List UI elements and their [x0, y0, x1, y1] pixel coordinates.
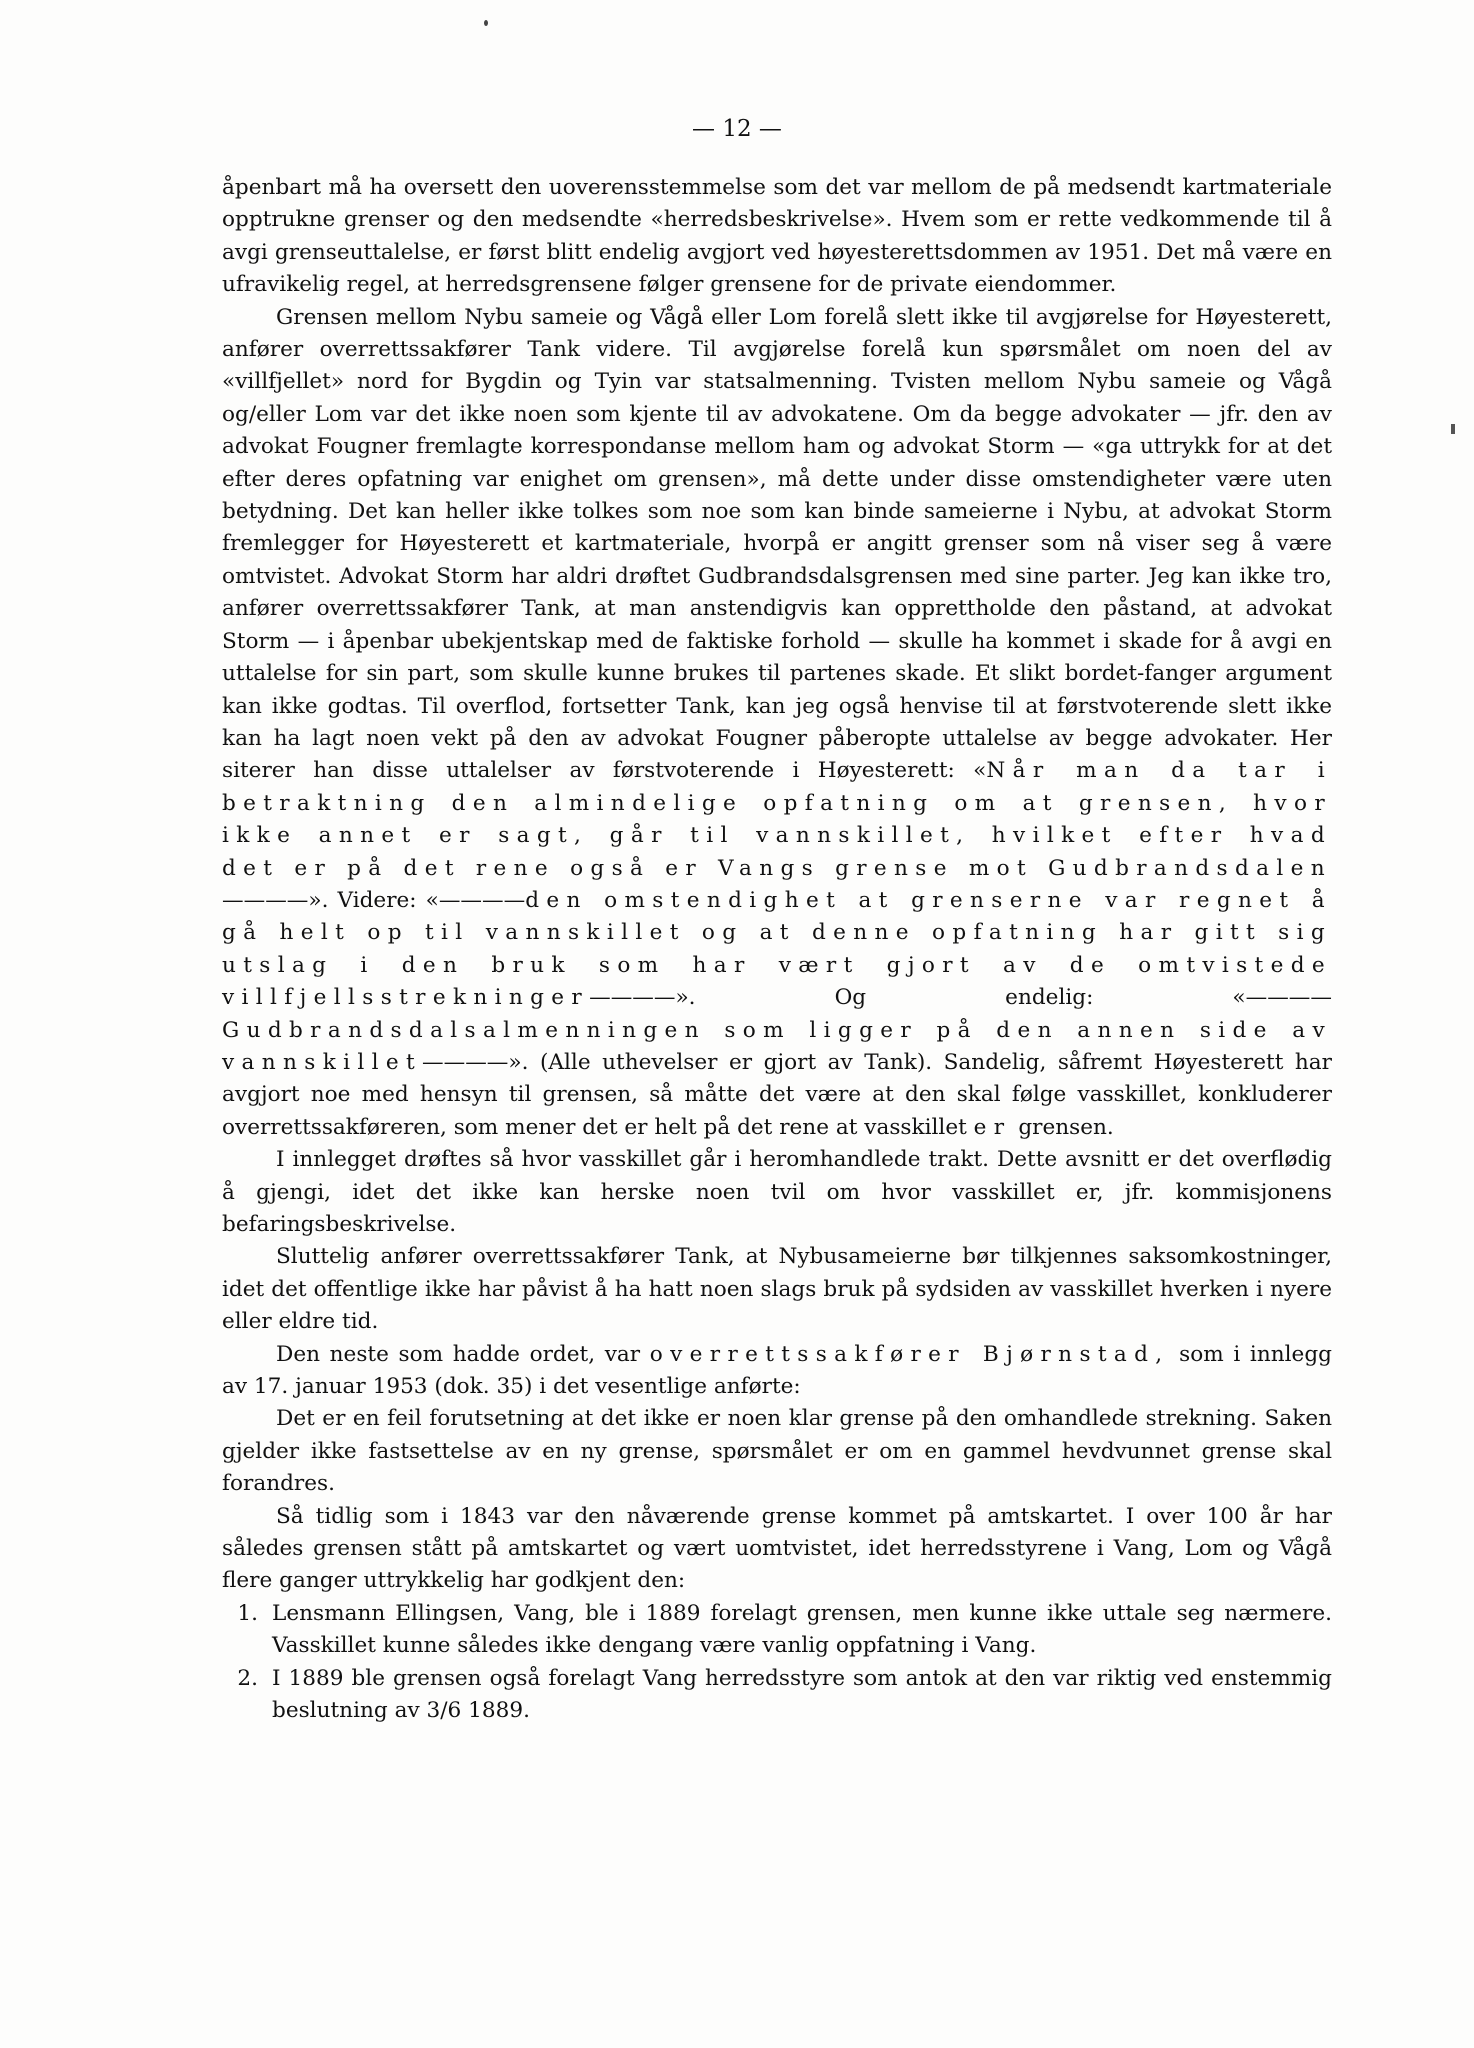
- spaced-name: overrettssakfører Bjørnstad,: [649, 1341, 1170, 1367]
- list-item: [222, 1598, 1332, 1663]
- paragraph-text: ————». (Alle uthevelser er gjort av Tank). Sandelig, såfremt Høyesterett har avgjort noe med hensyn til grensen, så måtte det være at den skal følge vasskillet, konkluderer overrettssakføreren, som mener det er helt på det rene at vasskillet: [222, 1049, 1332, 1140]
- dash-text: ————». Og endelig: «————: [589, 985, 1332, 1011]
- paragraph-text: Grensen mellom Nybu sameie og Vågå eller Lom forelå slett ikke til avgjørelse for Høyesterett, anfører overrettssakfører Tank videre. Til avgjørelse forelå kun spørsmålet om noen del av «villfjellet» nord for Bygdin og Tyin var statsalmenning. Tvisten mellom Nybu sameie og Vågå og/eller Lom var det ikke noen som kjente til av advokatene. Om da begge advokater — jfr. den av advokat Fougner fremlagte korrespondanse mellom ham og advokat Storm — «ga uttrykk for at det efter deres opfatning var enighet om grensen», må dette under disse omstendigheter være uten betydning. Det kan heller ikke tolkes som noe som kan binde sameierne i Nybu, at advokat Storm fremlegger for Høyesterett et kartmateriale, hvorpå er angitt grenser som nå viser seg å være omtvistet. Advokat Storm har aldri drøftet Gudbrandsdalsgrensen med sine parter. Jeg kan ikke tro, anfører overrettssakfører Tank, at man anstendigvis kan opprettholde den påstand, at advokat Storm — i åpenbar ubekjentskap med de faktiske forhold — skulle ha kommet i skade for å avgi en uttalelse for sin part, som skulle kunne brukes til partenes skade. Et slikt bordet-fanger argument kan ikke godtas. Til overflod, fortsetter Tank, kan jeg også henvise til at førstvoterende slett ikke kan ha lagt noen vekt på den av advokat Fougner påberopte uttalelse av begge advokater. Her siterer han disse uttalelser av førstvoterende i Høyesterett: «: [222, 304, 1332, 784]
- paragraph: åpenbart må ha oversett den uoverensstemmelse som det var mellom de på medsendt kartmateriale opptrukne grenser og den medsendte «herredsbeskrivelse». Hvem som er rette vedkommende til å avgi grenseuttalelse, er først blitt endelig avgjort ved høyesterettsdommen av 1951. Det må være en ufravikelig regel, at herredsgrensene følger grensene for de private eiendommer.: [222, 175, 1332, 298]
- paragraph: [222, 302, 1332, 1145]
- paragraph-text: grensen.: [1018, 1114, 1114, 1140]
- list-item-number: 1.: [237, 1600, 258, 1626]
- list-item-text: Lensmann Ellingsen, Vang, ble i 1889 forelagt grensen, men kunne ikke uttale seg nærmere. Vasskillet kunne således ikke dengang være vanlig oppfatning i Vang.: [272, 1600, 1332, 1659]
- paragraph-text: Den neste som hadde ordet, var: [276, 1341, 641, 1367]
- paragraph: Så tidlig som i 1843 var den nåværende grense kommet på amtskartet. I over 100 år har således grensen stått på amtskartet og vært uomtvistet, idet herredsstyrene i Vang, Lom og Vågå flere ganger uttrykkelig har godkjent den:: [222, 1503, 1332, 1594]
- list-item-text: I 1889 ble grensen også forelagt Vang herredsstyre som antok at den var riktig ved enstemmig beslutning av 3/6 1889.: [272, 1665, 1332, 1724]
- paragraph: Sluttelig anfører overrettssakfører Tank, at Nybusameierne bør tilkjennes saksomkostninger, idet det offentlige ikke har påvist å ha hatt noen slags bruk på sydsiden av vasskillet hverken i nyere eller eldre tid.: [222, 1244, 1332, 1335]
- dash-text: ————». Videre: «————: [222, 887, 526, 913]
- scan-edge-mark: [1451, 424, 1455, 434]
- paragraph: [222, 1339, 1332, 1404]
- spaced-quote: Gudbrandsdalsalmenningen som ligger på den annen side av vannskillet: [222, 1017, 1332, 1075]
- list-item: [222, 1663, 1332, 1728]
- body-text: [222, 172, 1332, 1728]
- page-number: — 12 —: [692, 116, 782, 142]
- paragraph-text: som i innlegg av 17. januar 1953 (dok. 35) i det vesentlige anførte:: [222, 1341, 1332, 1400]
- scan-speck: [484, 20, 488, 26]
- spaced-word: er: [973, 1114, 1012, 1140]
- spaced-quote: Når man da tar i betraktning den almindelige opfatning om at grensen, hvor ikke annet er sagt, går til vannskillet, hvilket efter hvad det er på det rene også er Vangs grense mot Gudbrandsdalen: [222, 758, 1332, 881]
- list-item-number: 2.: [237, 1665, 258, 1691]
- numbered-list: [222, 1598, 1332, 1728]
- spaced-quote: den omstendighet at grenserne var regnet å gå helt op til vannskillet og at denne opfatning har gitt sig utslag i den bruk som har vært gjort av de omtvistede villfjellsstrekninger: [222, 887, 1332, 1011]
- paragraph: I innlegget drøftes så hvor vasskillet går i heromhandlede trakt. Dette avsnitt er det overflødig å gjengi, idet det ikke kan herske noen tvil om hvor vasskillet er, jfr. kommisjonens befaringsbeskrivelse.: [222, 1147, 1332, 1237]
- paragraph: Det er en feil forutsetning at det ikke er noen klar grense på den omhandlede strekning. Saken gjelder ikke fastsettelse av en ny grense, spørsmålet er om en gammel hevdvunnet grense skal forandres.: [222, 1406, 1332, 1497]
